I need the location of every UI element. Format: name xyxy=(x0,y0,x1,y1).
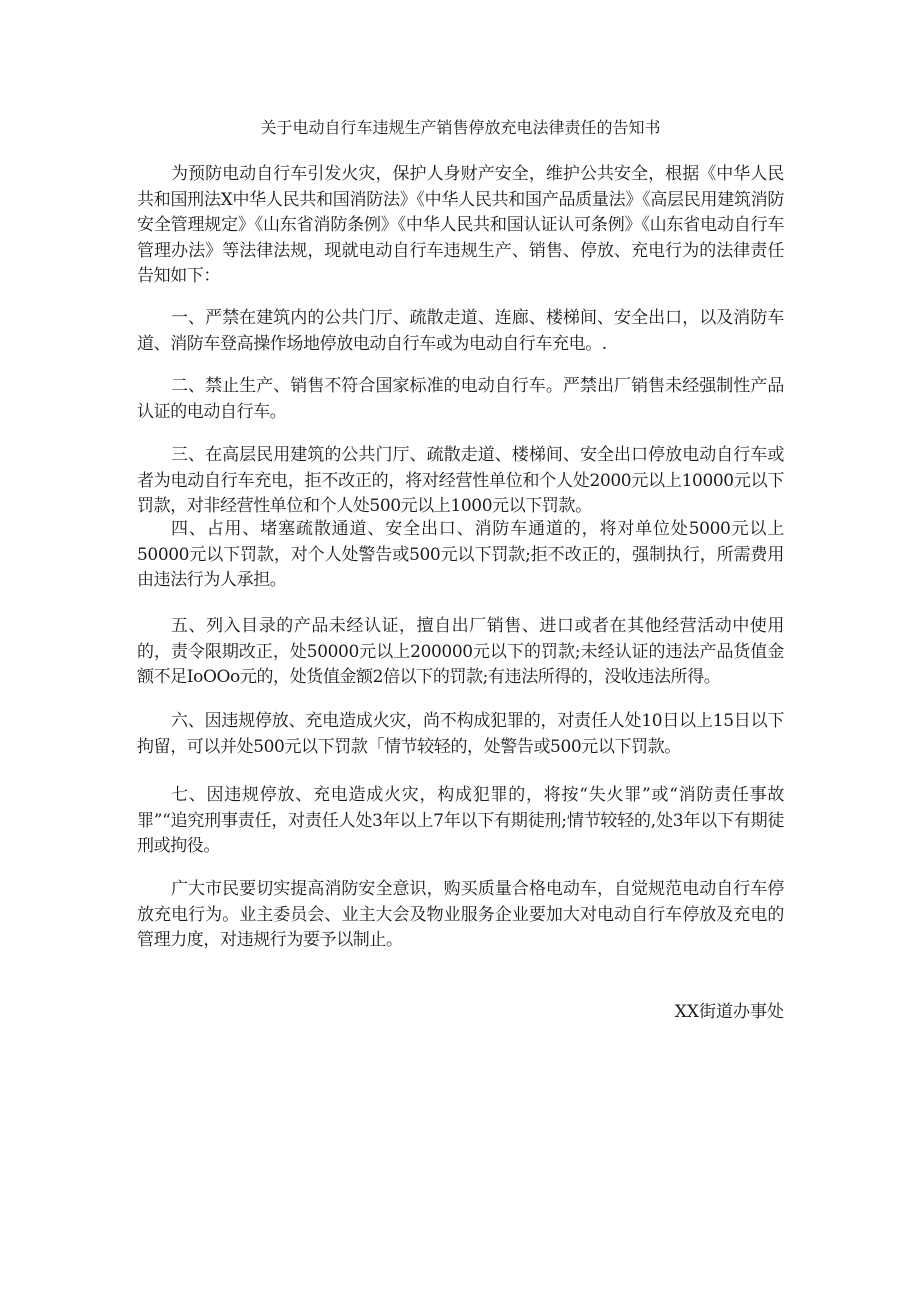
item-7-paragraph: 七、因违规停放、充电造成火灾，构成犯罪的，将按“失火罪”或“消防责任事故罪”“追究刑事责任，对责任人处3年以上7年以下有期徒刑;情节较轻的,处3年以下有期徒刑或拘役。 xyxy=(137,785,784,857)
item-2-paragraph: 二、禁止生产、销售不符合国家标准的电动自行车。严禁出厂销售未经强制性产品认证的电动自行车。 xyxy=(137,376,784,422)
item-4-paragraph: 四、占用、堵塞疏散通道、安全出口、消防车通道的，将对单位处5000元以上50000元以下罚款，对个人处警告或500元以下罚款;拒不改正的，强制执行，所需费用由违法行为人承担。 xyxy=(137,519,784,591)
item-5-paragraph: 五、列入目录的产品未经认证，擅自出厂销售、进口或者在其他经营活动中使用的，责令限期改正，处50000元以上200000元以下的罚款;未经认证的违法产品货值金额不足IoOOo元的，处货值金额2倍以下的罚款;有违法所得的，没收违法所得。 xyxy=(137,616,784,688)
signature: XX街道办事处 xyxy=(674,1002,784,1022)
closing-paragraph: 广大市民要切实提高消防安全意识，购买质量合格电动车，自觉规范电动自行车停放充电行为。业主委员会、业主大会及物业服务企业要加大对电动自行车停放及充电的管理力度，对违规行为要予以制止。 xyxy=(137,879,784,951)
document-title: 关于电动自行车违规生产销售停放充电法律责任的告知书 xyxy=(260,118,661,137)
item-3-paragraph: 三、在高层民用建筑的公共门厅、疏散走道、楼梯间、安全出口停放电动自行车或者为电动自行车充电，拒不改正的，将对经营性单位和个人处2000元以上10000元以下罚款，对非经营性单位和个人处500元以上1000元以下罚款。 xyxy=(137,445,784,517)
item-6-paragraph: 六、因违规停放、充电造成火灾，尚不构成犯罪的，对责任人处10日以上15日以下拘留，可以并处500元以下罚款「情节较轻的，处警告或500元以下罚款。 xyxy=(137,711,784,757)
intro-paragraph: 为预防电动自行车引发火灾，保护人身财产安全，维护公共安全，根据《中华人民共和国刑法X中华人民共和国消防法》《中华人民共和国产品质量法》《高层民用建筑消防安全管理规定》《山东省消防条例》《中华人民共和国认证认可条例》《山东省电动自行车管理办法》等法律法规，现就电动自行车违规生产、销售、停放、充电行为的法律责任告知如下： xyxy=(137,164,784,287)
item-1-paragraph: 一、严禁在建筑内的公共门厅、疏散走道、连廊、楼梯间、安全出口，以及消防车道、消防车登高操作场地停放电动自行车或为电动自行车充电。. xyxy=(137,308,784,354)
